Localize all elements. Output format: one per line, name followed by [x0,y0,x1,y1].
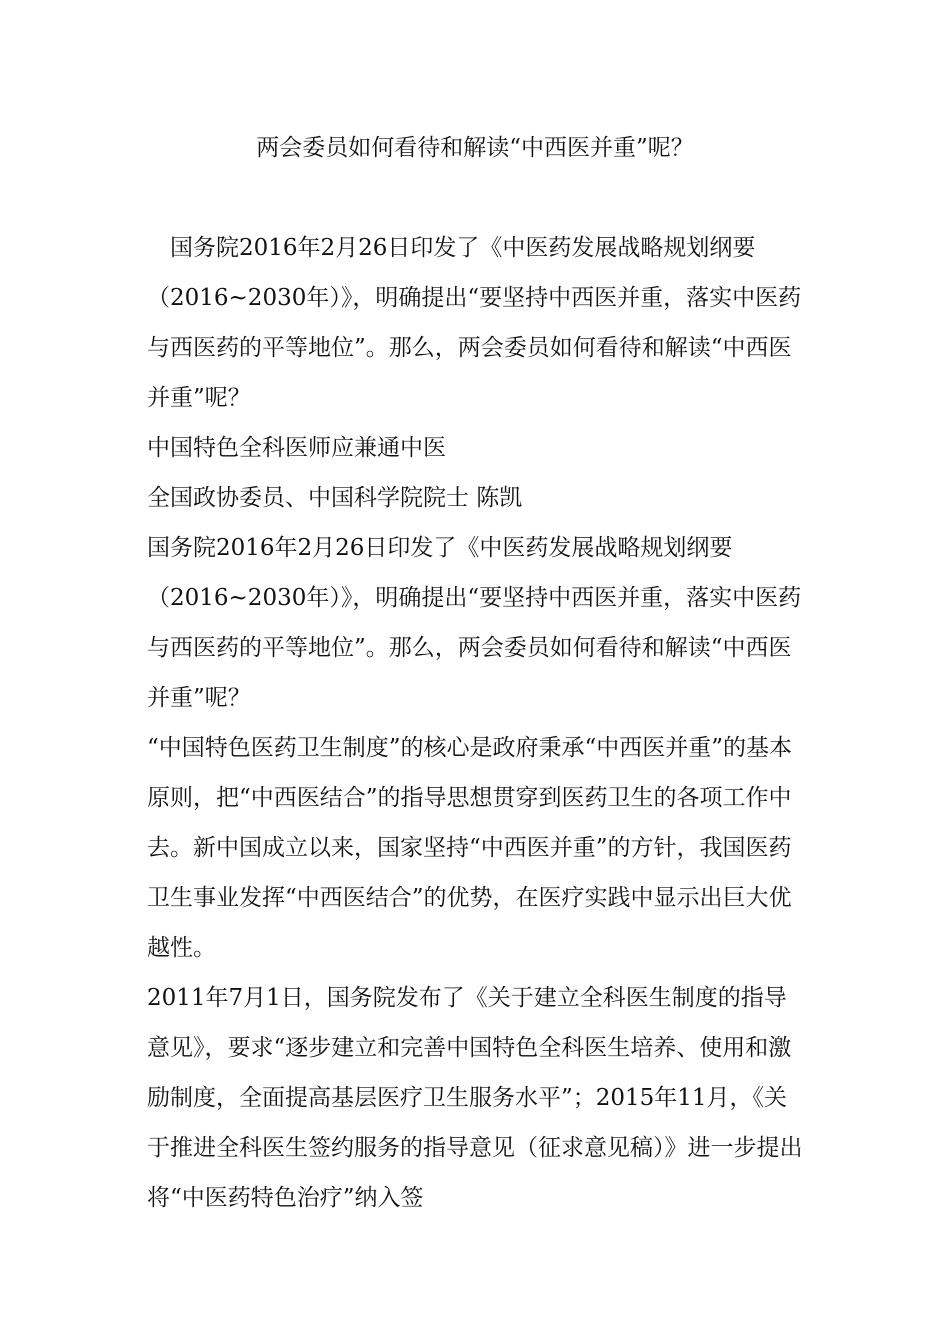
paragraph-policy: 2011年7月1日，国务院发布了《关于建立全科医生制度的指导意见》，要求“逐步建立和完善中国特色全科医生培养、使用和激励制度，全面提高基层医疗卫生服务水平”；2015年11月，《关于推进全科医生签约服务的指导意见（征求意见稿）》进一步提出将“中医药特色治疗”纳入签 [147,985,803,1211]
section-heading: 中国特色全科医师应兼通中医 [147,435,446,461]
document-title: 两会委员如何看待和解读“中西医并重”呢？ [256,135,694,161]
paragraph-repeat-intro: 国务院2016年2月26日印发了《中医药发展战略规划纲要（2016~2030年）》，明确提出“要坚持中西医并重，落实中医药与西医药的平等地位”。那么，两会委员如何看待和解读“中西医并重”呢？ [147,535,802,711]
paragraph-core: “中国特色医药卫生制度”的核心是政府秉承“中西医并重”的基本原则，把“中西医结合”的指导思想贯穿到医药卫生的各项工作中去。新中国成立以来，国家坚持“中西医并重”的方针，我国医药卫生事业发挥“中西医结合”的优势，在医疗实践中显示出巨大优越性。 [147,735,793,961]
author-line: 全国政协委员、中国科学院院士 陈凯 [147,485,523,511]
paragraph-intro: 国务院2016年2月26日印发了《中医药发展战略规划纲要（2016~2030年）》，明确提出“要坚持中西医并重，落实中医药与西医药的平等地位”。那么，两会委员如何看待和解读“中西医并重”呢？ [147,235,802,411]
document-body [147,223,809,1223]
